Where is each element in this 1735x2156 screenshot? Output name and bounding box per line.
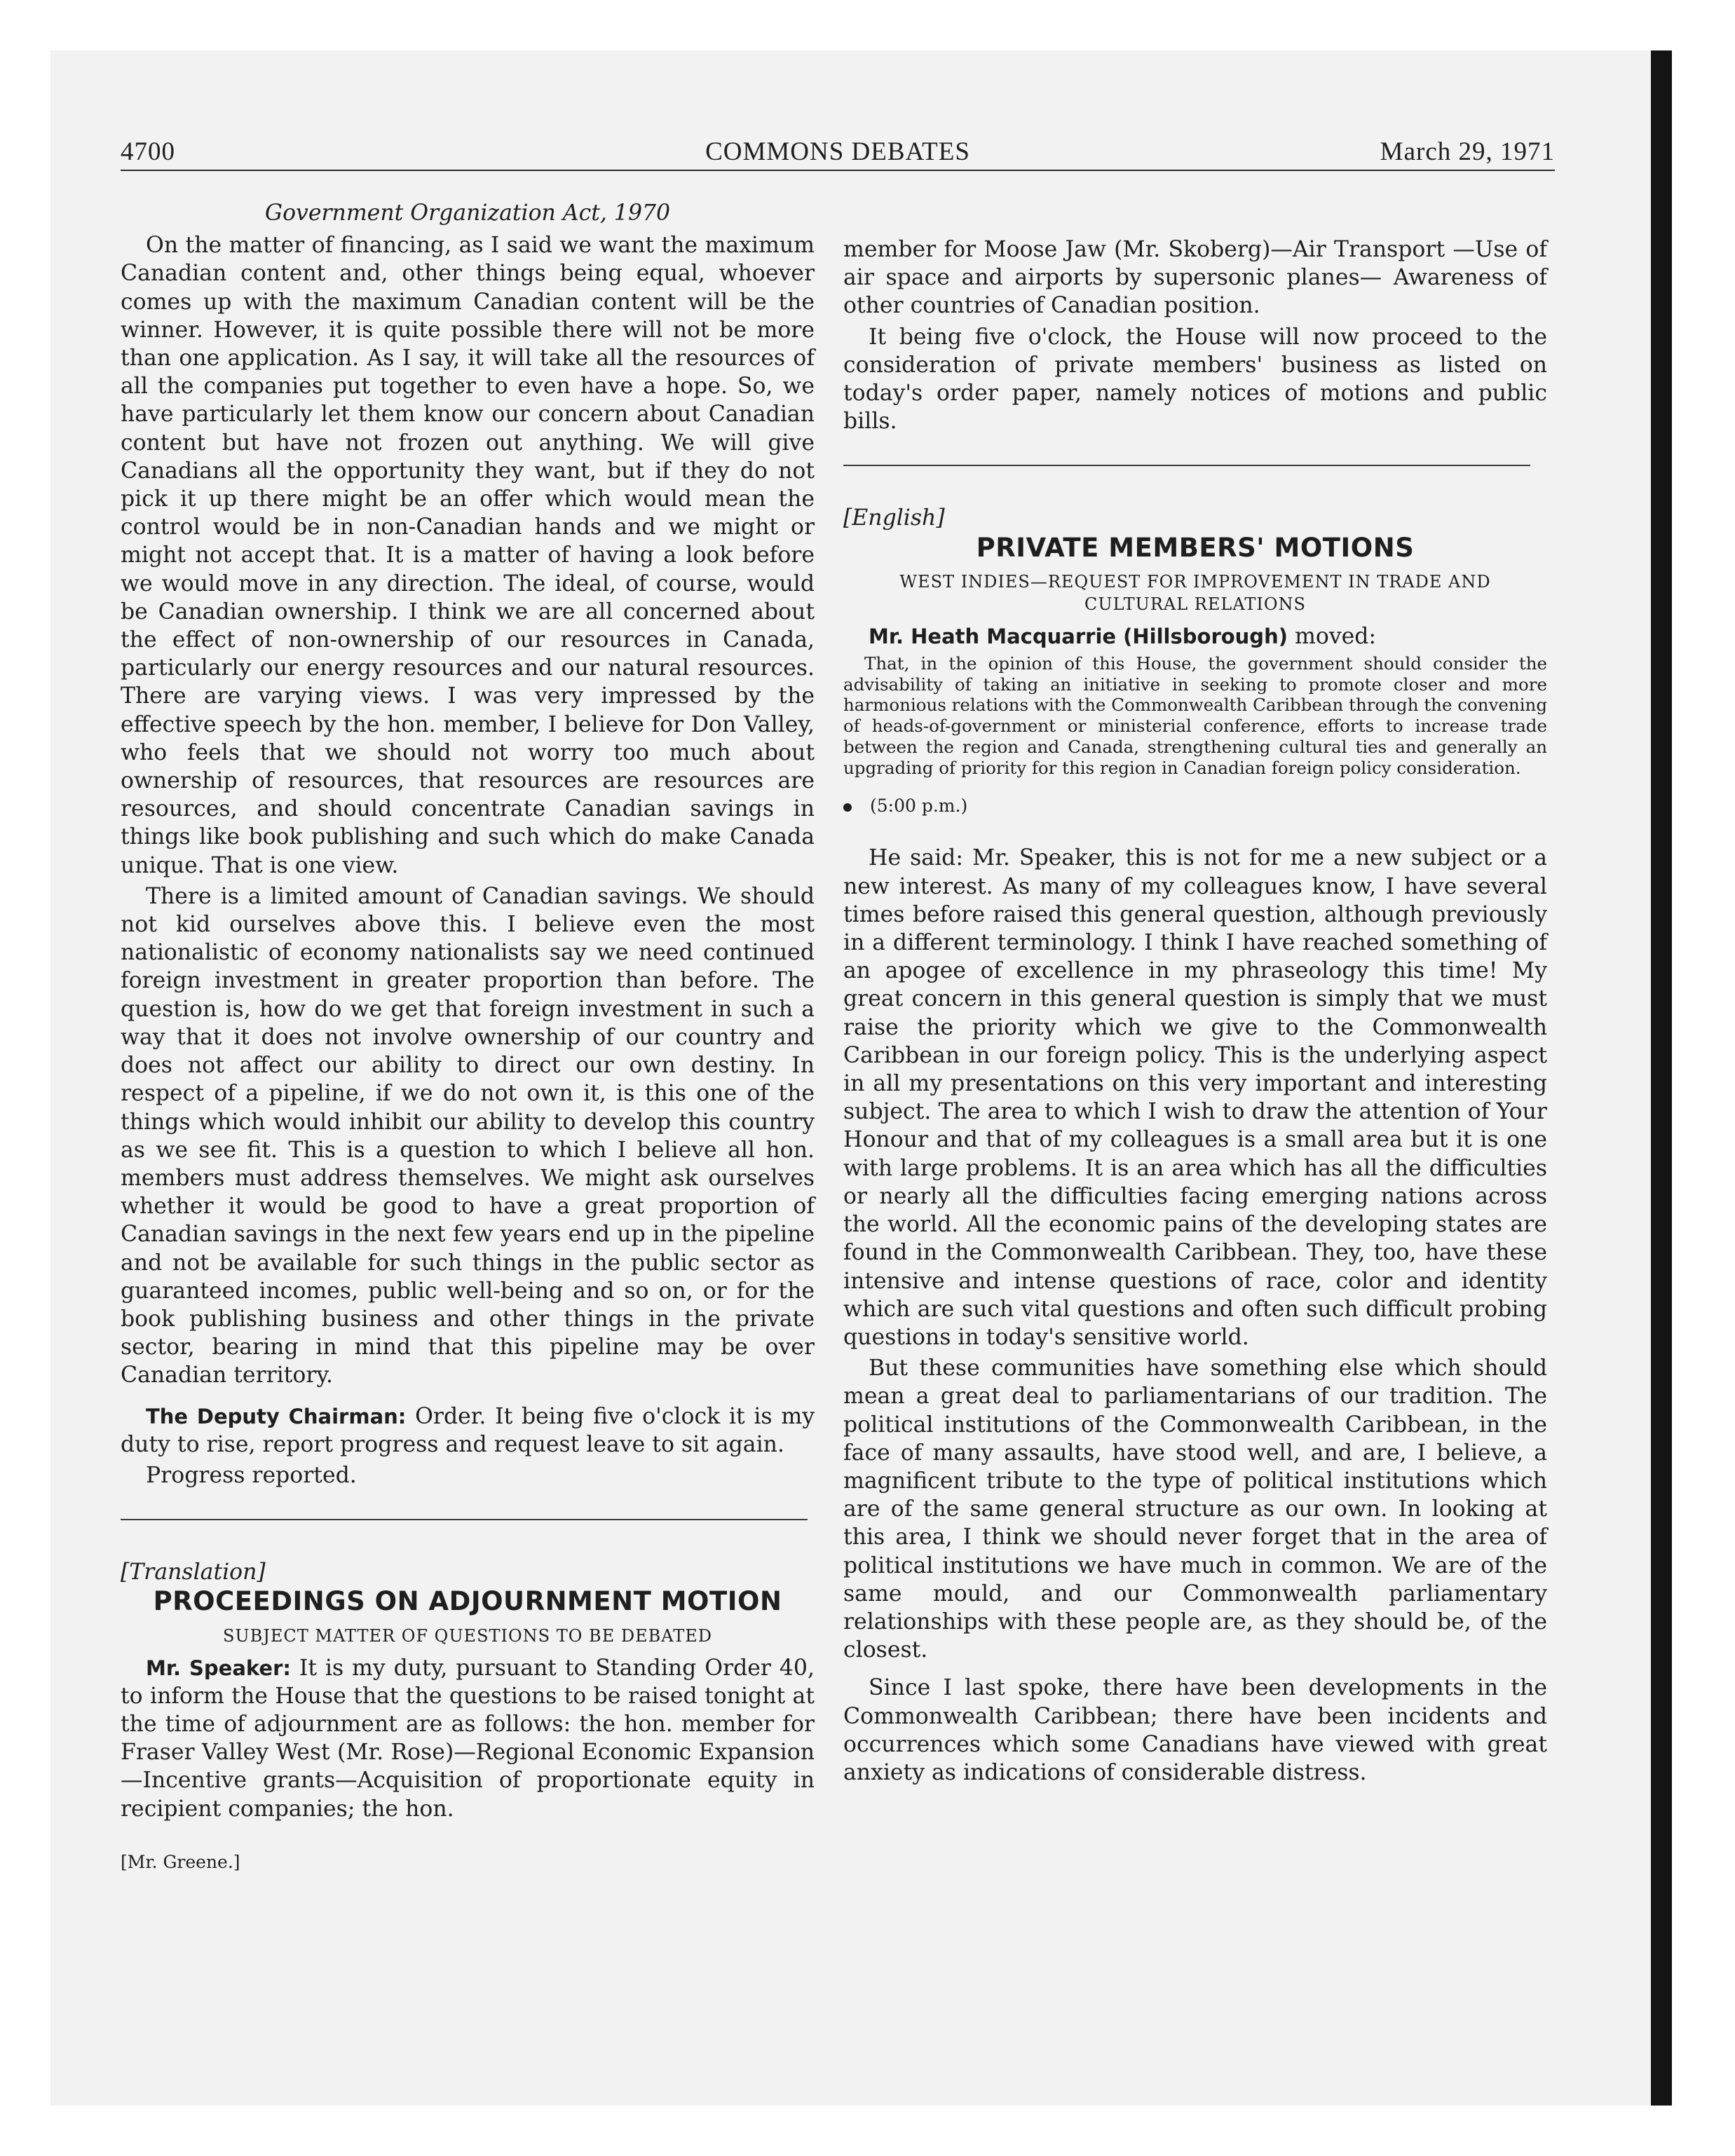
english-tag: [English] (843, 505, 945, 531)
mover-name: Mr. Heath Macquarrie (Hillsborough) (869, 624, 1288, 648)
speaker-text: It is my duty, pursuant to Standing Order 40, to inform the House that the questions to be raised tonight at the time of adjournment are as follows: the hon. member for Fraser Valley West (Mr. Rose)—Regional Economic Expansion—Incentive grants—Acquisition of proportionate equity in recipient companies; the hon. (121, 1655, 815, 1822)
bullet-icon (843, 803, 852, 812)
paragraph: He said: Mr. Speaker, this is not for me a new subject or a new interest. As many of my colleagues know, I have several times before raised this general question, although previously in a different terminology. I think I have reached something of an apogee of excellence in my phraseology this time! My great concern in this general question is simply that we must raise the priority which we give to the Commonwealth Caribbean in our foreign policy. This is the underlying aspect in all my presentations on this very important and interesting subject. The area to which I wish to draw the attention of Your Honour and that of my colleagues is a small area but it is one with large problems. It is an area which has all the difficulties or nearly all the difficulties facing emerging nations across the world. All the economic pains of the developing states are found in the Commonwealth Caribbean. They, too, have these intensive and intense questions of race, color and identity which are such vital questions and often such difficult probing questions in today's sensitive world. (843, 845, 1547, 1350)
left-column (121, 199, 815, 1876)
publication-title: COMMONS DEBATES (705, 137, 970, 166)
speaker-paragraph (121, 1654, 815, 1823)
scan-edge-bar (1651, 50, 1672, 2106)
progress-note: Progress reported. (146, 1462, 357, 1488)
section-title: PRIVATE MEMBERS' MOTIONS (976, 532, 1415, 563)
page-date: March 29, 1971 (1380, 137, 1555, 166)
mover-action: moved: (1295, 623, 1377, 649)
paragraph: But these communities have something else which should mean a great deal to parliamentarians of our tradition. The political institutions of the Commonwealth Caribbean, in the face of many assaults, have stood well, and are, I believe, a magnificent tribute to the type of political institutions which are of the same general structure as our own. In looking at this area, I think we should never forget that in the area of political institutions we have much in common. We are of the same mould, and our Commonwealth parliamentary relationships with these people are, as they should be, of the closest. (843, 1356, 1547, 1663)
speaker-text: Order. It being five o'clock it is my duty to rise, report progress and request leave to sit again. (121, 1403, 815, 1457)
paragraph: Since I last spoke, there have been developments in the Commonwealth Caribbean; there have been incidents and occurrences which some Canadians have viewed with great anxiety as indications of considerable distress. (843, 1675, 1547, 1785)
mover-line (843, 622, 1547, 650)
section-subtitle: SUBJECT MATTER OF QUESTIONS TO BE DEBATED (222, 1625, 713, 1646)
paragraph: It being five o'clock, the House will now proceed to the consideration of private members' business as listed on today's order paper, namely notices of motions and public bills. (843, 324, 1547, 435)
paragraph: On the matter of financing, as I said we want the maximum Canadian content and, other things being equal, whoever comes up with the maximum Canadian content will be the winner. However, it is quite possible there will not be more than one application. As I say, it will take all the resources of all the companies put together to even have a hope. So, we have particularly let them know our concern about Canadian content but have not frozen out anything. We will give Canadians all the opportunity they want, but if they do not pick it up there might be an offer which would mean the control would be in non-Canadian hands and we might or might not accept that. It is a matter of having a look before we would move in any direction. The ideal, of course, would be Canadian ownership. I think we are all concerned about the effect of non-ownership of our resources in Canada, particularly our energy resources and our natural resources. There are varying views. I was very impressed by the effective speech by the hon. member, I believe for Don Valley, who feels that we should not worry too much about ownership of resources, that resources are resources are resources, and should concentrate Canadian savings in things like book publishing and such which do make Canada unique. That is one view. (121, 233, 815, 878)
deputy-chairman-paragraph (121, 1403, 815, 1459)
page-number: 4700 (121, 137, 175, 166)
continued-paragraph: member for Moose Jaw (Mr. Skoberg)—Air Transport —Use of air space and airports by supersonic planes— Awareness of other countries of Canadian position. (843, 237, 1547, 319)
section-rule (121, 1519, 808, 1520)
section-title: PROCEEDINGS ON ADJOURNMENT MOTION (153, 1586, 782, 1617)
right-column (843, 236, 1547, 1789)
section-subtitle: WEST INDIES—REQUEST FOR IMPROVEMENT IN TRADE AND CULTURAL RELATIONS (899, 571, 1491, 614)
speaker-label: The Deputy Chairman: (146, 1404, 407, 1428)
footer-speaker-name: [Mr. Greene.] (121, 1851, 240, 1872)
section-rule (843, 465, 1530, 466)
translation-tag: [Translation] (121, 1560, 266, 1585)
header-rule (121, 170, 1555, 171)
time-stamp (843, 792, 1547, 820)
paragraph: There is a limited amount of Canadian savings. We should not kid ourselves above this. I believe even the most nationalistic of economy nationalists say we need continued foreign investment in greater proportion than before. The question is, how do we get that foreign investment in such a way that it does not involve ownership of our country and does not affect our ability to direct our own destiny. In respect of a pipeline, if we do not own it, is this one of the things which would inhibit our ability to develop this country as we see fit. This is a question to which I believe all hon. members must address themselves. We might ask ourselves whether it would be good to have a great proportion of Canadian savings in the next few years end up in the pipeline and not be available for such things in the public sector as guaranteed incomes, public well-being and so on, or for the book publishing business and other things in the private sector, bearing in mind that this pipeline may be over Canadian territory. (121, 883, 815, 1389)
time-text: (5:00 p.m.) (870, 796, 968, 817)
speaker-label: Mr. Speaker: (146, 1656, 291, 1680)
running-head: Government Organization Act, 1970 (264, 200, 671, 226)
page-header (121, 137, 1555, 170)
motion-text: That, in the opinion of this House, the government should consider the advisability of taking an initiative in seeking to promote closer and more harmonious relations with the Commonwealth Caribbean through the convening of heads-of-government or ministerial conference, efforts to increase trade between the region and Canada, strengthening cultural ties and generally an upgrading of priority for this region in Canadian foreign policy consideration. (843, 653, 1547, 778)
